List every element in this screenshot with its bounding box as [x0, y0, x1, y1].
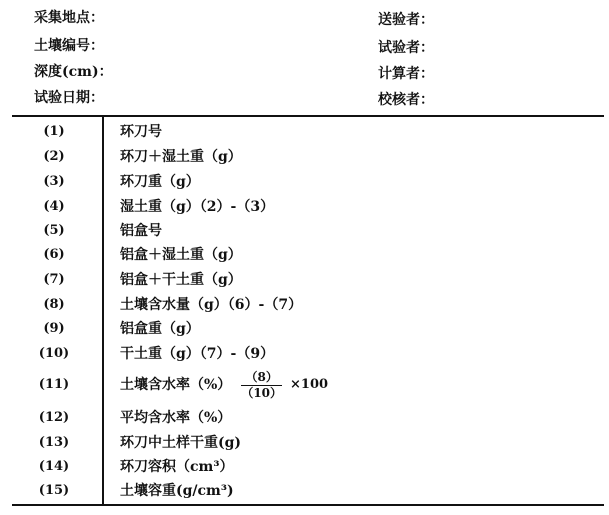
row-description: 铝盒＋干土重（g）	[120, 272, 242, 288]
row-number: (10)	[38, 346, 70, 361]
row-description: 环刀重（g）	[120, 174, 200, 190]
row-description: 平均含水率（%）	[120, 410, 232, 426]
formula-multiplier: ×100	[290, 377, 329, 392]
row-number: (8)	[43, 297, 65, 312]
row-description: 环刀＋湿土重（g）	[120, 149, 242, 165]
row-description: 干土重（g）（7）-（9）	[120, 346, 275, 362]
row-number: (14)	[38, 459, 70, 474]
calculator-label: 计算者：	[378, 66, 434, 82]
fraction	[237, 370, 286, 401]
row-number: (7)	[43, 272, 65, 287]
water-content-label: 土壤含水率（%）	[120, 377, 232, 393]
submitter-label: 送验者：	[378, 12, 434, 28]
row-number: (15)	[38, 483, 70, 498]
table-top-rule	[12, 115, 604, 117]
row-number: (5)	[43, 223, 65, 238]
row-description: 铝盒＋湿土重（g）	[120, 247, 242, 263]
row-number: (12)	[38, 410, 70, 425]
water-content-formula	[237, 370, 328, 401]
checker-label: 校核者：	[378, 92, 434, 108]
row-number: (9)	[43, 321, 65, 336]
depth-label: 深度(cm)：	[34, 64, 113, 80]
table-bottom-rule	[12, 504, 604, 506]
row-description: 湿土重（g）（2）-（3）	[120, 199, 275, 215]
tester-label: 试验者：	[378, 40, 434, 56]
sampling-location-label: 采集地点：	[34, 10, 104, 26]
row-description: 铝盒号	[120, 223, 162, 239]
row-number: (4)	[43, 199, 65, 214]
row-description: 环刀号	[120, 124, 162, 140]
test-date-label: 试验日期：	[34, 90, 104, 106]
row-description	[120, 367, 328, 403]
row-description: 土壤含水量（g）（6）-（7）	[120, 297, 303, 313]
fraction-denominator: （10）	[241, 385, 283, 400]
row-description: 环刀容积（cm³）	[120, 459, 234, 475]
row-number: (6)	[43, 247, 65, 262]
table-column-divider	[102, 117, 104, 504]
soil-number-label: 土壤编号：	[34, 38, 104, 54]
row-number: (2)	[43, 149, 65, 164]
row-number: (1)	[43, 124, 65, 139]
row-description: 铝盒重（g）	[120, 321, 200, 337]
row-description: 土壤容重(g/cm³)	[120, 483, 234, 499]
row-number: (3)	[43, 174, 65, 189]
row-number: (13)	[38, 435, 70, 450]
row-description: 环刀中土样干重(g)	[120, 435, 242, 451]
row-number: (11)	[38, 377, 70, 392]
fraction-numerator: （8）	[241, 370, 281, 386]
